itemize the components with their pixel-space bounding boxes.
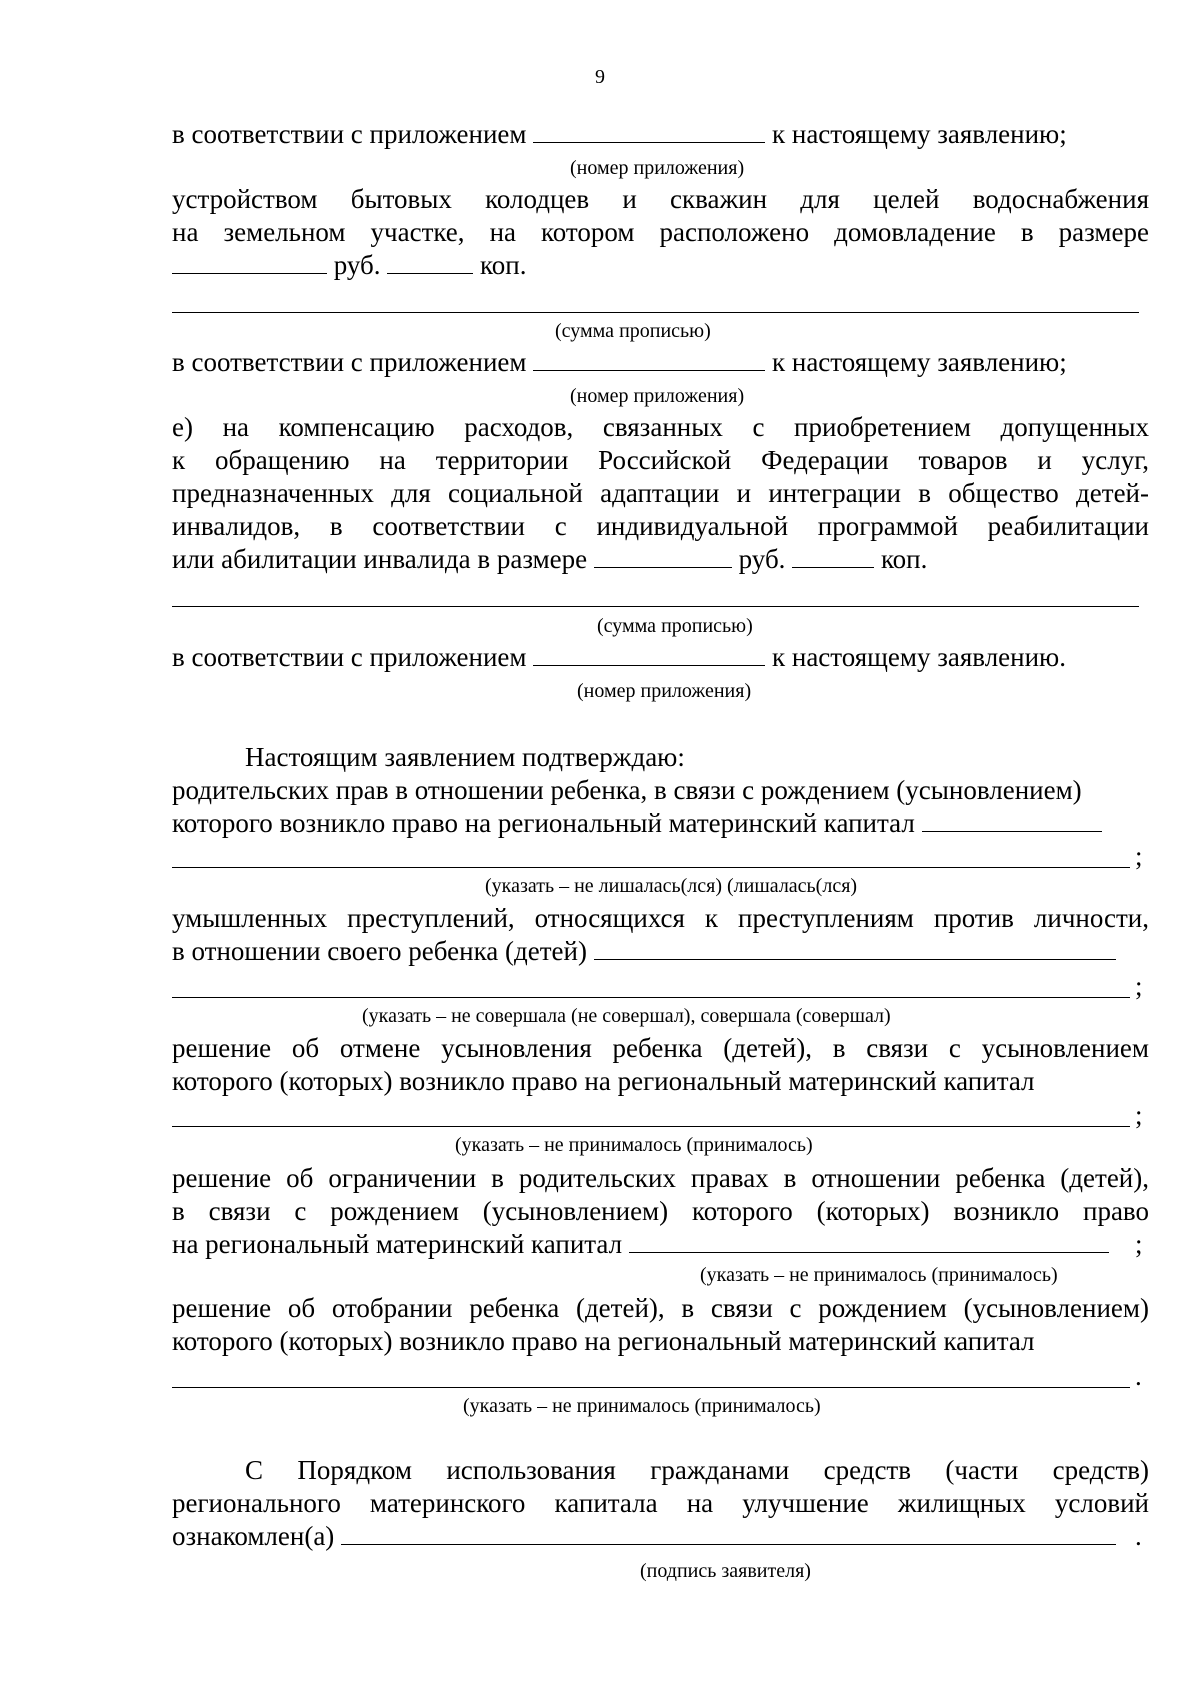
wells-sum-caption: (сумма прописью) xyxy=(555,320,711,342)
confirm-item3-line-2: которого (которых) возникло право на региональный материнский капитал xyxy=(172,1066,1035,1096)
confirm-item3-semicolon: ; xyxy=(1135,1100,1143,1130)
acknowledge-line-3: ознакомлен(а) xyxy=(172,1520,1149,1552)
confirm-item2-semicolon: ; xyxy=(1135,971,1143,1001)
confirm-item1-field-a[interactable] xyxy=(922,807,1102,832)
confirm-item2-line-2: в отношении своего ребенка (детей) xyxy=(172,935,1149,967)
wells-appendix-line: в соответствии с приложением к настоящему заявлению; xyxy=(172,347,1067,377)
confirm-item1-caption: (указать – не лишалась(лся) (лишалась(лся) xyxy=(485,875,858,897)
wells-amount-line: руб. коп. xyxy=(172,249,1149,281)
confirm-item4-caption: (указать – не принималось (принималось) xyxy=(700,1264,1058,1286)
confirm-item4-field[interactable] xyxy=(629,1228,1109,1253)
acknowledge-line-1: С Порядком использования гражданами средств (части средств) xyxy=(245,1455,1149,1485)
section-e-sum-words-field[interactable] xyxy=(172,606,1139,607)
confirm-item3-caption: (указать – не принималось (принималось) xyxy=(455,1134,813,1156)
appendix-number-field[interactable] xyxy=(533,118,765,143)
confirm-item4-semicolon: ; xyxy=(1135,1229,1143,1259)
wells-appendix-field[interactable] xyxy=(533,346,765,371)
section-e-line-2: к обращению на территории Российской Федерации товаров и услуг, xyxy=(172,445,1149,475)
confirm-item4-line-1: решение об ограничении в родительских правах в отношении ребенка (детей), xyxy=(172,1163,1149,1193)
confirm-item5-period: . xyxy=(1135,1361,1142,1391)
confirm-item2-field-b[interactable] xyxy=(172,997,1130,998)
section-e-rub-field[interactable] xyxy=(594,543,732,568)
section-e-appendix-line: в соответствии с приложением к настоящему заявлению. xyxy=(172,642,1066,672)
applicant-signature-field[interactable] xyxy=(341,1520,1116,1545)
wells-sum-words-field[interactable] xyxy=(172,312,1139,313)
appendix-line: в соответствии с приложением к настоящему заявлению; xyxy=(172,119,1067,149)
acknowledge-period: . xyxy=(1135,1521,1142,1551)
section-e-line-3: предназначенных для социальной адаптации и интеграции в общество детей- xyxy=(172,478,1149,508)
confirm-item5-line-2: которого (которых) возникло право на региональный материнский капитал xyxy=(172,1326,1035,1356)
acknowledge-line-2: регионального материнского капитала на улучшение жилищных условий xyxy=(172,1488,1149,1518)
page-number: 9 xyxy=(595,66,605,88)
section-e-line-4: инвалидов, в соответствии с индивидуальной программой реабилитации xyxy=(172,511,1149,541)
section-e-appendix-caption: (номер приложения) xyxy=(577,680,752,702)
section-e-appendix-field[interactable] xyxy=(533,641,765,666)
section-e-kop-field[interactable] xyxy=(792,543,874,568)
confirm-item3-field[interactable] xyxy=(172,1126,1130,1127)
wells-kop-field[interactable] xyxy=(387,249,473,274)
confirm-item1-field-b[interactable] xyxy=(172,867,1130,868)
confirm-item3-line-1: решение об отмене усыновления ребенка (детей), в связи с усыновлением xyxy=(172,1033,1149,1063)
confirm-item4-line-3: на региональный материнский капитал xyxy=(172,1228,1149,1260)
confirm-item2-caption: (указать – не совершала (не совершал), совершала (совершал) xyxy=(362,1005,891,1027)
confirm-item1-line-2: которого возникло право на региональный материнский капитал xyxy=(172,807,1149,839)
confirm-item2-field-a[interactable] xyxy=(594,935,1116,960)
appendix-number-caption: (номер приложения) xyxy=(570,157,745,179)
signature-caption: (подпись заявителя) xyxy=(640,1560,811,1582)
confirm-item4-line-2: в связи с рождением (усыновлением) которого (которых) возникло право xyxy=(172,1196,1149,1226)
section-e-sum-caption: (сумма прописью) xyxy=(597,615,753,637)
confirm-item1-semicolon: ; xyxy=(1135,841,1143,871)
confirm-item5-caption: (указать – не принималось (принималось) xyxy=(463,1395,821,1417)
wells-rub-field[interactable] xyxy=(172,249,327,274)
section-e-amount-line: или абилитации инвалида в размере руб. коп. xyxy=(172,544,928,574)
section-e-line-1: е) на компенсацию расходов, связанных с приобретением допущенных xyxy=(172,412,1149,442)
wells-line-1: устройством бытовых колодцев и скважин для целей водоснабжения xyxy=(172,184,1149,214)
wells-line-2: на земельном участке, на котором расположено домовладение в размере xyxy=(172,217,1149,247)
confirm-item1-line-1: родительских прав в отношении ребенка, в связи с рождением (усыновлением) xyxy=(172,775,1082,805)
confirm-item5-line-1: решение об отобрании ребенка (детей), в связи с рождением (усыновлением) xyxy=(172,1293,1149,1323)
confirm-item2-line-1: умышленных преступлений, относящихся к преступлениям против личности, xyxy=(172,903,1149,933)
wells-appendix-caption: (номер приложения) xyxy=(570,385,745,407)
confirm-item5-field[interactable] xyxy=(172,1387,1130,1388)
confirm-intro: Настоящим заявлением подтверждаю: xyxy=(245,742,685,772)
